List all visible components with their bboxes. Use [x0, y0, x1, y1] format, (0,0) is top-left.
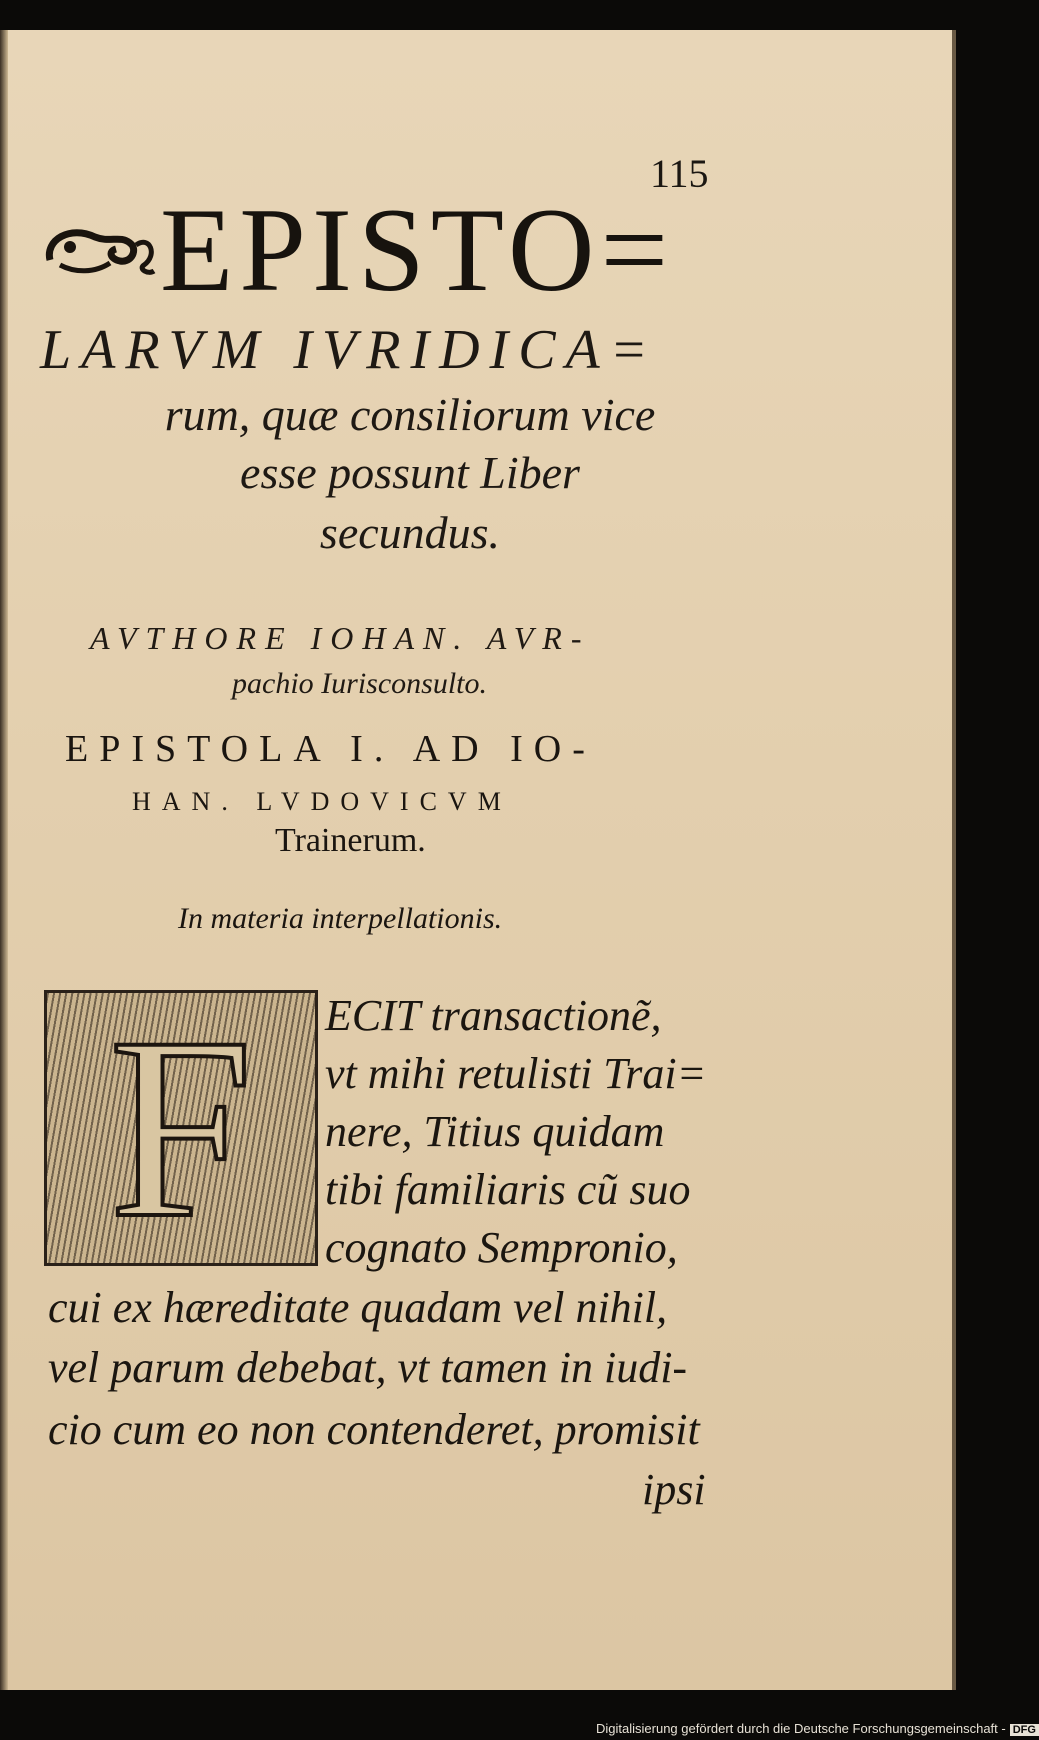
initial-letter: F [108, 984, 254, 1272]
body-line: vt mihi retulisti Trai= [325, 1049, 707, 1098]
credit-text: Digitalisierung gefördert durch die Deutsche Forschungsgemeinschaft - [596, 1721, 1006, 1736]
epistola-heading-1: EPISTOLA I. AD IO- [65, 728, 596, 770]
body-line: ECIT transactionẽ, [325, 991, 662, 1040]
body-line: cio cum eo non contenderet, promisit [48, 1405, 700, 1454]
title-line-2: LARVM IVRIDICA= [40, 319, 658, 381]
catchword: ipsi [642, 1465, 706, 1514]
body-line: tibi familiaris cũ suo [325, 1165, 691, 1214]
body-line: nere, Titius quidam [325, 1107, 665, 1156]
fleuron-ornament-icon [40, 215, 160, 285]
body-line: cui ex hæreditate quadam vel nihil, [48, 1283, 668, 1332]
body-line: cognato Sempronio, [325, 1223, 678, 1272]
epistola-heading-3: Trainerum. [275, 822, 426, 859]
title-line-3: rum, quæ consiliorum vice [164, 389, 656, 440]
epistola-heading-2: HAN. LVDOVICVM [132, 787, 512, 816]
page-edge [0, 30, 8, 1690]
title-line-1: EPISTO= [160, 183, 675, 316]
author-line-2: pachio Iurisconsulto. [232, 667, 487, 700]
title-line-5: secundus. [319, 507, 501, 558]
title-line-4: esse possunt Liber [240, 447, 580, 498]
author-line-1: AVTHORE IOHAN. AVR- [90, 620, 591, 656]
subject-line: In materia interpellationis. [178, 902, 503, 935]
woodcut-initial [44, 984, 318, 1272]
digitization-credit [596, 1721, 1039, 1736]
dfg-logo: DFG [1010, 1724, 1039, 1736]
page-number: 115 [650, 151, 709, 196]
body-line: vel parum debebat, vt tamen in iudi- [48, 1343, 688, 1392]
